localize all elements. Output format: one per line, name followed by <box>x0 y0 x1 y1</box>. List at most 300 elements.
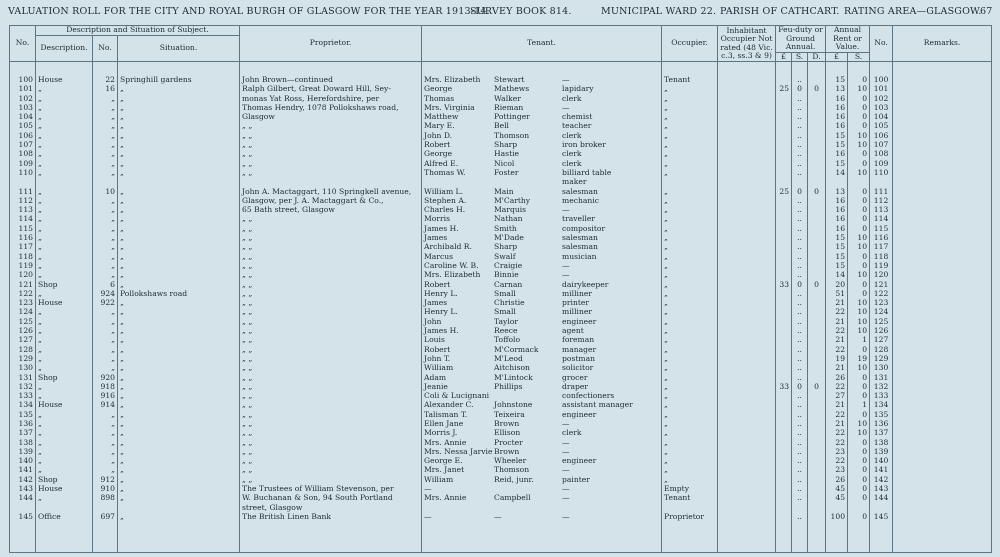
cell-occupier: „ <box>662 205 718 214</box>
cell-tenant <box>422 400 662 409</box>
cell-situation: „ <box>118 400 240 409</box>
cell-no: 139 <box>10 447 36 456</box>
cell-remarks <box>893 465 992 474</box>
tenant-forename: James <box>424 233 448 243</box>
tenant-occupation: grocer <box>562 372 588 382</box>
cell-fd-pounds <box>776 484 792 493</box>
cell-no: 110 <box>10 168 36 177</box>
cell-proprietor: „ „ <box>240 280 422 289</box>
cell-proprietor: The Trustees of William Stevenson, per <box>240 484 422 493</box>
cell-no: 130 <box>10 363 36 372</box>
cell-tenant <box>422 270 662 279</box>
cell-rv-shillings: 0 <box>848 149 870 158</box>
tenant-forename: Marcus <box>424 251 454 261</box>
cell-fd-pence <box>808 493 826 502</box>
cell-inhabitant <box>718 75 776 84</box>
cell-no <box>10 177 36 186</box>
cell-number: 920 <box>93 373 118 382</box>
cell-number: 922 <box>93 298 118 307</box>
tenant-forename: Charles H. <box>424 205 466 215</box>
cell-proprietor: „ „ <box>240 354 422 363</box>
cell-number: „ <box>93 103 118 112</box>
cell-no2: 118 <box>870 252 893 261</box>
cell-fd-pence <box>808 456 826 465</box>
cell-rv-shillings: 1 <box>848 400 870 409</box>
cell-fd-shillings: .. <box>792 214 808 223</box>
tenant-occupation: draper <box>562 381 589 391</box>
cell-rv-shillings: 10 <box>848 317 870 326</box>
tenant-forename: William L. <box>424 186 464 196</box>
cell-fd-shillings: .. <box>792 270 808 279</box>
cell-remarks <box>893 326 992 335</box>
cell-situation: „ <box>118 84 240 93</box>
cell-no: 120 <box>10 270 36 279</box>
tenant-surname: Johnstone <box>494 400 533 410</box>
cell-fd-pence <box>808 363 826 372</box>
cell-no2: 136 <box>870 419 893 428</box>
tenant-surname: Brown <box>494 446 520 456</box>
tenant-surname: Foster <box>494 167 519 177</box>
cell-number: 22 <box>93 75 118 84</box>
cell-fd-shillings: .. <box>792 75 808 84</box>
cell-fd-pounds <box>776 289 792 298</box>
cell-number: „ <box>93 233 118 242</box>
cell-inhabitant <box>718 512 776 553</box>
cell-rv-pounds: 15 <box>826 75 848 84</box>
table-row <box>10 196 992 205</box>
cell-number: „ <box>93 270 118 279</box>
tenant-forename: James <box>424 298 448 308</box>
cell-tenant <box>422 196 662 205</box>
table-row <box>10 131 992 140</box>
tenant-forename: Thomas <box>424 93 455 103</box>
cell-situation: „ <box>118 438 240 447</box>
cell-description: „ <box>36 289 93 298</box>
table-row <box>10 149 992 158</box>
cell-situation: „ <box>118 317 240 326</box>
cell-number: 914 <box>93 400 118 409</box>
table-body <box>10 62 992 553</box>
cell-fd-shillings: .. <box>792 233 808 242</box>
cell-inhabitant <box>718 391 776 400</box>
cell-occupier: „ <box>662 456 718 465</box>
cell-fd-pence <box>808 465 826 474</box>
tenant-occupation: assistant manager <box>562 400 633 410</box>
cell-situation: „ <box>118 196 240 205</box>
cell-situation: „ <box>118 484 240 493</box>
cell-number: „ <box>93 317 118 326</box>
cell-inhabitant <box>718 94 776 103</box>
cell-inhabitant <box>718 121 776 130</box>
col-remarks-header: Remarks. <box>893 26 992 62</box>
table-row <box>10 103 992 112</box>
cell-no2: 130 <box>870 363 893 372</box>
cell-tenant <box>422 326 662 335</box>
cell-no2: 121 <box>870 280 893 289</box>
tenant-surname: Smith <box>494 223 517 233</box>
cell-tenant <box>422 224 662 233</box>
cell-proprietor: „ „ <box>240 242 422 251</box>
cell-no2 <box>870 503 893 512</box>
tenant-forename: Ellen Jane <box>424 418 464 428</box>
cell-number: „ <box>93 252 118 261</box>
tenant-forename: Coli & Lucignani <box>424 391 490 401</box>
cell-no: 106 <box>10 131 36 140</box>
cell-description: „ <box>36 345 93 354</box>
cell-occupier: Tenant <box>662 493 718 502</box>
cell-fd-pence <box>808 419 826 428</box>
tenant-occupation: — <box>562 75 570 84</box>
cell-rv-shillings: 19 <box>848 354 870 363</box>
cell-occupier: „ <box>662 224 718 233</box>
cell-occupier: „ <box>662 280 718 289</box>
table-row <box>10 447 992 456</box>
cell-inhabitant <box>718 382 776 391</box>
cell-remarks <box>893 177 992 186</box>
cell-occupier: „ <box>662 159 718 168</box>
table-row <box>10 298 992 307</box>
cell-no2: 117 <box>870 242 893 251</box>
cell-rv-shillings: 10 <box>848 84 870 93</box>
cell-no: 145 <box>10 512 36 553</box>
table-row <box>10 121 992 130</box>
cell-description: „ <box>36 410 93 419</box>
tenant-occupation: salesman <box>562 242 598 252</box>
cell-no2: 131 <box>870 373 893 382</box>
tenant-forename: Mrs. Virginia <box>424 102 475 112</box>
cell-inhabitant <box>718 159 776 168</box>
cell-rv-shillings: 0 <box>848 121 870 130</box>
cell-situation: „ <box>118 456 240 465</box>
cell-description: House <box>36 75 93 84</box>
cell-tenant <box>422 140 662 149</box>
valuation-table <box>9 25 992 553</box>
cell-fd-shillings: 0 <box>792 84 808 93</box>
table-row <box>10 326 992 335</box>
cell-fd-pounds <box>776 307 792 316</box>
cell-proprietor: „ „ <box>240 298 422 307</box>
cell-no2: 129 <box>870 354 893 363</box>
cell-no: 121 <box>10 280 36 289</box>
table-row <box>10 233 992 242</box>
cell-fd-pence <box>808 345 826 354</box>
cell-situation: „ <box>118 419 240 428</box>
cell-description: „ <box>36 112 93 121</box>
cell-fd-pounds <box>776 410 792 419</box>
cell-tenant <box>422 112 662 121</box>
cell-inhabitant <box>718 456 776 465</box>
cell-no2: 126 <box>870 326 893 335</box>
cell-fd-pounds <box>776 112 792 121</box>
cell-occupier: „ <box>662 345 718 354</box>
cell-proprietor: „ „ <box>240 428 422 437</box>
cell-number: „ <box>93 94 118 103</box>
tenant-occupation: billiard table <box>562 167 612 177</box>
cell-remarks <box>893 410 992 419</box>
cell-situation: „ <box>118 121 240 130</box>
cell-no: 112 <box>10 196 36 205</box>
cell-proprietor: „ „ <box>240 224 422 233</box>
cell-number: 912 <box>93 475 118 484</box>
cell-no2: 119 <box>870 261 893 270</box>
cell-rv-pounds: 22 <box>826 456 848 465</box>
cell-inhabitant <box>718 289 776 298</box>
col-desc-header: Description. <box>36 35 93 62</box>
tenant-occupation: — <box>562 260 570 270</box>
cell-remarks <box>893 94 992 103</box>
cell-tenant <box>422 298 662 307</box>
cell-proprietor: monas Yat Ross, Herefordshire, per <box>240 94 422 103</box>
cell-no <box>10 503 36 512</box>
cell-tenant <box>422 484 662 493</box>
cell-description: „ <box>36 140 93 149</box>
table-row <box>10 270 992 279</box>
cell-fd-shillings: .. <box>792 112 808 121</box>
table-row <box>10 335 992 344</box>
cell-fd-pounds <box>776 317 792 326</box>
tenant-surname: Sharp <box>494 242 518 252</box>
tenant-occupation: salesman <box>562 233 598 243</box>
cell-occupier: „ <box>662 363 718 372</box>
cell-number <box>93 177 118 186</box>
cell-occupier: „ <box>662 354 718 363</box>
cell-tenant <box>422 149 662 158</box>
cell-proprietor: „ „ <box>240 410 422 419</box>
cell-inhabitant <box>718 307 776 316</box>
cell-rv-pounds: 13 <box>826 84 848 93</box>
cell-situation <box>118 503 240 512</box>
cell-tenant <box>422 103 662 112</box>
tenant-surname: Sharp <box>494 140 518 150</box>
cell-inhabitant <box>718 214 776 223</box>
cell-proprietor: „ „ <box>240 456 422 465</box>
cell-situation: „ <box>118 112 240 121</box>
cell-proprietor: „ „ <box>240 475 422 484</box>
tenant-occupation: milliner <box>562 288 592 298</box>
cell-proprietor: „ „ <box>240 168 422 177</box>
cell-occupier: „ <box>662 307 718 316</box>
cell-fd-pence <box>808 252 826 261</box>
cell-rv-pounds: 22 <box>826 438 848 447</box>
cell-situation: „ <box>118 298 240 307</box>
cell-remarks <box>893 400 992 409</box>
cell-occupier: „ <box>662 112 718 121</box>
cell-rv-pounds: 27 <box>826 391 848 400</box>
cell-occupier: „ <box>662 438 718 447</box>
cell-no2: 106 <box>870 131 893 140</box>
cell-no2: 110 <box>870 168 893 177</box>
cell-fd-pence <box>808 224 826 233</box>
cell-tenant <box>422 382 662 391</box>
cell-rv-pounds: 45 <box>826 493 848 502</box>
cell-occupier: „ <box>662 103 718 112</box>
cell-no: 135 <box>10 410 36 419</box>
cell-proprietor: The British Linen Bank <box>240 512 422 553</box>
cell-no2: 120 <box>870 270 893 279</box>
cell-fd-shillings: .. <box>792 410 808 419</box>
tenant-occupation: solicitor <box>562 363 594 373</box>
cell-remarks <box>893 103 992 112</box>
cell-occupier: „ <box>662 168 718 177</box>
cell-situation: „ <box>118 94 240 103</box>
tenant-occupation: — <box>562 437 570 447</box>
cell-rv-pounds: 21 <box>826 298 848 307</box>
tenant-surname: Bell <box>494 121 509 131</box>
cell-rv-pounds: 21 <box>826 363 848 372</box>
cell-no: 109 <box>10 159 36 168</box>
page-number: 67 <box>980 6 993 17</box>
cell-rv-shillings: 0 <box>848 512 870 553</box>
cell-fd-shillings: .. <box>792 149 808 158</box>
tenant-surname: Small <box>494 288 516 298</box>
cell-situation: „ <box>118 493 240 502</box>
cell-rv-shillings: 0 <box>848 280 870 289</box>
cell-inhabitant <box>718 298 776 307</box>
cell-fd-shillings: .. <box>792 493 808 502</box>
table-row <box>10 177 992 186</box>
tenant-surname: Phillips <box>494 381 523 391</box>
cell-no: 140 <box>10 456 36 465</box>
cell-fd-shillings: .. <box>792 224 808 233</box>
cell-remarks <box>893 307 992 316</box>
tenant-forename: Talisman T. <box>424 409 468 419</box>
cell-rv-pounds: 19 <box>826 354 848 363</box>
cell-remarks <box>893 493 992 502</box>
cell-tenant <box>422 456 662 465</box>
cell-rv-pounds: 16 <box>826 121 848 130</box>
cell-no: 132 <box>10 382 36 391</box>
cell-inhabitant <box>718 177 776 186</box>
cell-fd-pence <box>808 298 826 307</box>
cell-occupier: „ <box>662 94 718 103</box>
tenant-forename: Mrs. Nessa Jarvie <box>424 446 493 456</box>
cell-proprietor: „ „ <box>240 140 422 149</box>
tenant-surname: Mathews <box>494 84 530 94</box>
cell-occupier: „ <box>662 465 718 474</box>
cell-situation: „ <box>118 354 240 363</box>
cell-proprietor: „ „ <box>240 335 422 344</box>
cell-fd-pounds <box>776 465 792 474</box>
cell-no: 126 <box>10 326 36 335</box>
cell-description: „ <box>36 159 93 168</box>
cell-rv-pounds: 15 <box>826 233 848 242</box>
cell-no: 104 <box>10 112 36 121</box>
cell-no2: 105 <box>870 121 893 130</box>
tenant-forename: William <box>424 363 454 373</box>
cell-fd-pence <box>808 121 826 130</box>
cell-fd-shillings: .. <box>792 419 808 428</box>
cell-remarks <box>893 428 992 437</box>
cell-inhabitant <box>718 335 776 344</box>
tenant-occupation: foreman <box>562 335 595 345</box>
cell-occupier: „ <box>662 270 718 279</box>
cell-fd-pence <box>808 112 826 121</box>
tenant-occupation: salesman <box>562 186 598 196</box>
tenant-surname: M'Cormack <box>494 344 539 354</box>
cell-rv-shillings: 0 <box>848 447 870 456</box>
tenant-forename: Caroline W. B. <box>424 260 479 270</box>
cell-inhabitant <box>718 428 776 437</box>
cell-description <box>36 503 93 512</box>
cell-fd-pence <box>808 503 826 512</box>
cell-no2: 123 <box>870 298 893 307</box>
tenant-occupation: compositor <box>562 223 606 233</box>
cell-inhabitant <box>718 465 776 474</box>
table-row <box>10 382 992 391</box>
cell-situation: „ <box>118 428 240 437</box>
cell-fd-pounds <box>776 131 792 140</box>
tenant-surname: Craigie <box>494 260 523 270</box>
cell-tenant <box>422 280 662 289</box>
cell-number: 697 <box>93 512 118 553</box>
cell-no: 113 <box>10 205 36 214</box>
cell-rv-shillings: 10 <box>848 363 870 372</box>
cell-rv-shillings: 10 <box>848 270 870 279</box>
tenant-forename: Henry L. <box>424 307 458 317</box>
cell-number: 16 <box>93 84 118 93</box>
cell-description: Shop <box>36 373 93 382</box>
cell-number: „ <box>93 335 118 344</box>
cell-situation: „ <box>118 335 240 344</box>
cell-no: 124 <box>10 307 36 316</box>
cell-description: „ <box>36 354 93 363</box>
cell-fd-pounds <box>776 335 792 344</box>
cell-inhabitant <box>718 484 776 493</box>
cell-no: 105 <box>10 121 36 130</box>
cell-fd-pence <box>808 233 826 242</box>
cell-tenant <box>422 159 662 168</box>
cell-number: „ <box>93 326 118 335</box>
cell-tenant <box>422 465 662 474</box>
cell-no: 127 <box>10 335 36 344</box>
cell-fd-shillings: .. <box>792 363 808 372</box>
cell-inhabitant <box>718 363 776 372</box>
cell-remarks <box>893 112 992 121</box>
cell-proprietor: „ „ <box>240 121 422 130</box>
cell-fd-pence <box>808 354 826 363</box>
rv-pounds: £ <box>826 52 848 62</box>
table-row <box>10 224 992 233</box>
cell-fd-pence <box>808 261 826 270</box>
cell-rv-pounds: 15 <box>826 242 848 251</box>
cell-number: „ <box>93 363 118 372</box>
cell-rv-shillings: 0 <box>848 252 870 261</box>
cell-rv-shillings: 0 <box>848 465 870 474</box>
cell-no2: 127 <box>870 335 893 344</box>
cell-situation: „ <box>118 103 240 112</box>
cell-remarks <box>893 289 992 298</box>
cell-rv-shillings: 0 <box>848 112 870 121</box>
cell-fd-pounds <box>776 475 792 484</box>
cell-tenant <box>422 410 662 419</box>
cell-rv-shillings: 0 <box>848 391 870 400</box>
tenant-forename: Archibald R. <box>424 242 472 252</box>
table-row <box>10 307 992 316</box>
cell-proprietor: Ralph Gilbert, Great Doward Hill, Sey- <box>240 84 422 93</box>
cell-rv-pounds: 16 <box>826 214 848 223</box>
cell-description: „ <box>36 205 93 214</box>
cell-tenant <box>422 493 662 502</box>
table-row <box>10 317 992 326</box>
tenant-occupation: confectioners <box>562 391 615 401</box>
cell-description: „ <box>36 224 93 233</box>
cell-no2: 144 <box>870 493 893 502</box>
cell-rv-shillings: 10 <box>848 140 870 149</box>
cell-no2: 133 <box>870 391 893 400</box>
cell-rv-shillings: 0 <box>848 103 870 112</box>
cell-fd-shillings: .. <box>792 131 808 140</box>
cell-fd-pounds <box>776 354 792 363</box>
